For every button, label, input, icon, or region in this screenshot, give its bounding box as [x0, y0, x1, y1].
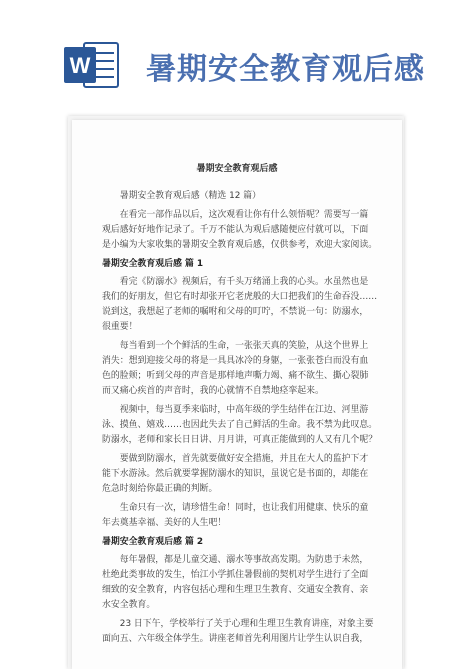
text-line: 是小编为大家收集的暑期安全教育观后感，仅供参考，欢迎大家阅读。 [102, 240, 378, 250]
text-line: 我们的好朋友，但它有时却张开它老虎般的大口把我们的生命吞没…… [102, 292, 378, 302]
paragraph [102, 553, 372, 613]
text-line: 细致的安全教育，内容包括心理和生理卫生教育、交通安全教育、亲 [102, 585, 369, 595]
page-title: 暑期安全教育观后感 [146, 52, 425, 87]
section-heading [102, 535, 372, 550]
paragraph [102, 617, 372, 647]
text-line: 看完《防溺水》视频后，有千头万绪涌上我的心头。水虽然也是 [119, 277, 369, 287]
text-line: 很重要！ [102, 322, 138, 332]
text-line: 每年暑假，都是儿童交通、溺水等事故高发期。为防患于未然， [119, 555, 369, 565]
text-line: 暑期安全教育观后感 篇 1 [102, 259, 204, 269]
text-line: 视频中，每当夏季来临时，中高年级的学生结伴在江边、河里游 [119, 405, 369, 415]
text-line: 暑期安全教育观后感（精选 12 篇） [119, 191, 261, 201]
text-line: 23 日下午，学校举行了关于心理和生理卫生教育讲座，对象主要 [119, 619, 374, 629]
text-line: 在看完一部作品以后，这次观看让你有什么领悟呢？需要写一篇 [119, 210, 369, 220]
text-line: 能下水游泳。然后就要掌握防溺水的知识，虽说它是书面的，却能在 [102, 469, 369, 479]
paragraph [102, 208, 378, 253]
text-line: 消失：想到迎接父母的将是一具具冰冷的身躯，一张张苍白而没有血 [102, 356, 369, 366]
text-line: 杜绝此类事故的发生，怡江小学抓住暑假前的契机对学生进行了全面 [102, 570, 369, 580]
text-line: 暑期安全教育观后感 篇 2 [102, 537, 204, 547]
document-title: 暑期安全教育观后感 [196, 164, 278, 174]
text-line: 防溺水，老师和家长日日讲、月月讲，可真正能做到的人又有几个呢？ [102, 435, 378, 445]
word-document-icon [62, 37, 122, 93]
text-line: 色的脸颊；听到父母的声音是那样地声嘶力竭、痛不欲生、撕心裂肺 [102, 371, 369, 381]
word-icon-letter: W [69, 53, 91, 78]
paragraph [102, 501, 372, 531]
text-line: 说到这，我想起了老师的嘱咐和父母的叮咛，不禁说一句：防溺水， [102, 307, 369, 317]
text-line: 危急时刻给你最正确的判断。 [102, 484, 218, 494]
section-heading [102, 257, 372, 272]
text-line: 要做到防溺水，首先就要做好安全措施，并且在大人的监护下才 [119, 454, 369, 464]
text-line: 而又痛心疾首的声音时，我的心就情不自禁地痉挛起来。 [102, 386, 324, 396]
text-line: 每当看到一个个鲜活的生命，一张张天真的笑脸，从这个世界上 [119, 341, 369, 351]
paragraph [102, 452, 372, 497]
text-line: 观后感好好地作记录了。千万不能认为观后感随便应付就可以，下面 [102, 225, 369, 235]
header-banner [0, 0, 474, 110]
text-line: 年去奠基幸福、美好的人生吧！ [102, 518, 227, 528]
paragraph [102, 339, 372, 399]
paragraph [102, 275, 378, 335]
text-line: 水安全教育。 [102, 600, 156, 610]
text-line: 泳、摸鱼、嬉戏……也因此失去了自己鲜活的生命。我不禁为此叹息。 [102, 420, 378, 430]
paragraph [102, 189, 372, 204]
document-body [102, 162, 378, 651]
text-line: 面向五、六年级全体学生。讲座老师首先利用图片让学生认识自我， [102, 634, 369, 644]
text-line: 生命只有一次，请珍惜生命！同时，也让我们用健康、快乐的童 [119, 503, 369, 513]
paragraph [102, 403, 378, 448]
